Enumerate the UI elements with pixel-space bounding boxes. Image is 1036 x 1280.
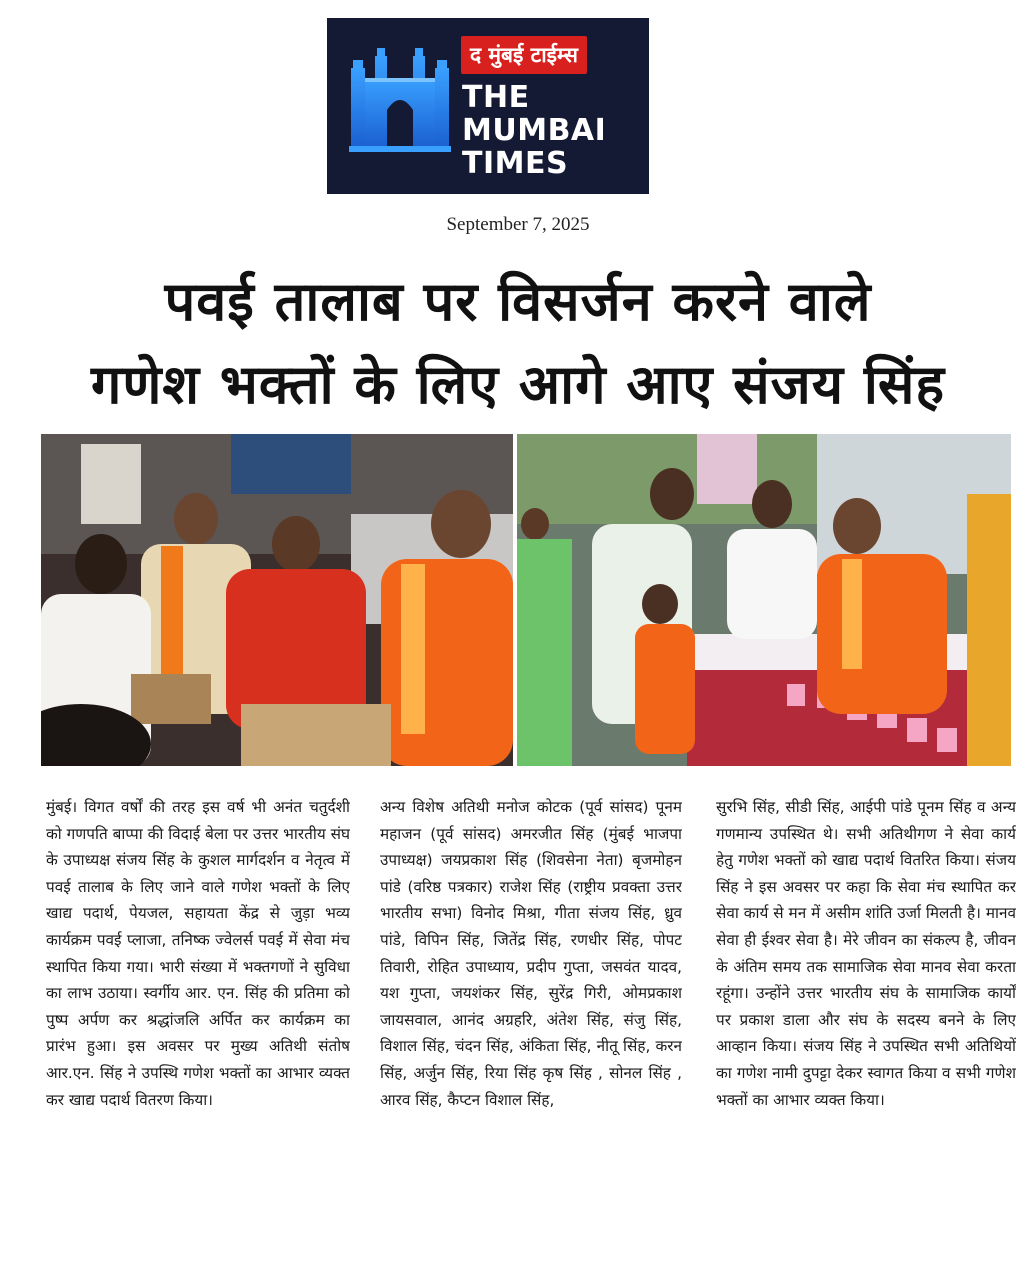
- headline-line-2: गणेश भक्तों के लिए आगे आए संजय सिंह: [90, 353, 946, 416]
- photo-serving-devotees-drinks: [517, 434, 1011, 766]
- hindi-brand-badge: द मुंबई टाईम्स: [461, 36, 587, 74]
- photo-volunteers-distributing-food: [41, 434, 513, 766]
- headline-line-1: पवई तालाब पर विसर्जन करने वाले: [164, 270, 872, 333]
- gateway-of-india-icon: [345, 48, 455, 158]
- article-column-1: मुंबई। विगत वर्षों की तरह इस वर्ष भी अनंत चतुर्दशी को गणपति बाप्पा की विदाई बेला पर उत्तर भारतीय संघ के उपाध्यक्ष संजय सिंह के कुशल मार्गदर्शन व नेतृत्व में पवई तालाब के लिए जाने वाले गणेश भक्तों के लिए खाद्य पदार्थ, पेयजल, सहायता केंद्र से जुड़ा भव्य कार्यक्रम पवई प्लाजा, तनिष्क ज्वेलर्स पवई में सेवा मंच स्थापित किया गया। भारी संख्या में भक्तगणों ने सुविधा का लाभ उठाया। स्वर्गीय आर. एन. सिंह की प्रतिमा को पुष्प अर्पण कर श्रद्धांजलि अर्पित कर कार्यक्रम का प्रारंभ हुआ। इस अवसर पर मुख्य अतिथी संतोष आर.एन. सिंह ने उपस्थि गणेश भक्तों का आभार व्यक्त कर खाद्य पदार्थ वितरण किया।: [46, 798, 350, 1109]
- brand-times: TIMES: [462, 146, 569, 181]
- article-column-3: सुरभि सिंह, सीडी सिंह, आईपी पांडे पूनम सिंह व अन्य गणमान्य उपस्थित थे। सभी अतिथीगण ने सेवा कार्य हेतु गणेश भक्तों को खाद्य पदार्थ वितरित किया। संजय सिंह ने इस अवसर पर कहा कि सेवा मंच स्थापित कर सेवा कार्य से मन में असीम शांति उर्जा मिलती है। मानव सेवा ही ईश्वर सेवा है। मेरे जीवन का संकल्प है, जीवन के अंतिम समय तक सामाजिक सेवा मानव सेवा करता रहूंगा। उन्होंने उत्तर भारतीय संघ के सामाजिक कार्यों पर प्रकाश डाला और संघ के सदस्य बनने के लिए आव्हान किया। संजय सिंह ने उपस्थित सभी अतिथियों का गणेश नामी दुपट्टा देकर स्वागत किया व सभी गणेश भक्तों का आभार व्यक्त किया।: [716, 798, 1016, 1109]
- brand-mumbai: MUMBAI: [462, 113, 607, 148]
- masthead-logo: [327, 18, 649, 194]
- article-column-2: अन्य विशेष अतिथी मनोज कोटक (पूर्व सांसद) पूनम महाजन (पूर्व सांसद) अमरजीत सिंह (मुंबई भाजपा उपाध्यक्ष) जयप्रकाश सिंह (शिवसेना नेता) बृजमोहन पांडे (वरिष्ठ पत्रकार) राजेश सिंह (राष्ट्रीय प्रवक्ता उत्तर भारतीय सभा) विनोद मिश्रा, गीता संजय सिंह, ध्रुव पांडे, विपिन सिंह, जितेंद्र सिंह, रणधीर सिंह, पोपट तिवारी, रोहित उपाध्याय, प्रदीप गुप्ता, जसवंत यादव, यश गुप्ता, जयशंकर सिंह, सुरेंद्र गिरी, ओमप्रकाश जायसवाल, आनंद अग्रहरि, अंतेश सिंह, संजु सिंह, विशाल सिंह, चंदन सिंह, अंकिता सिंह, नीतू सिंह, करन सिंह, अर्जुन सिंह, रिया सिंह कृष सिंह , सोनल सिंह , आरव सिंह, कैप्टन विशाल सिंह,: [380, 798, 682, 1109]
- publication-date: September 7, 2025: [446, 214, 590, 235]
- brand-the: THE: [462, 80, 530, 115]
